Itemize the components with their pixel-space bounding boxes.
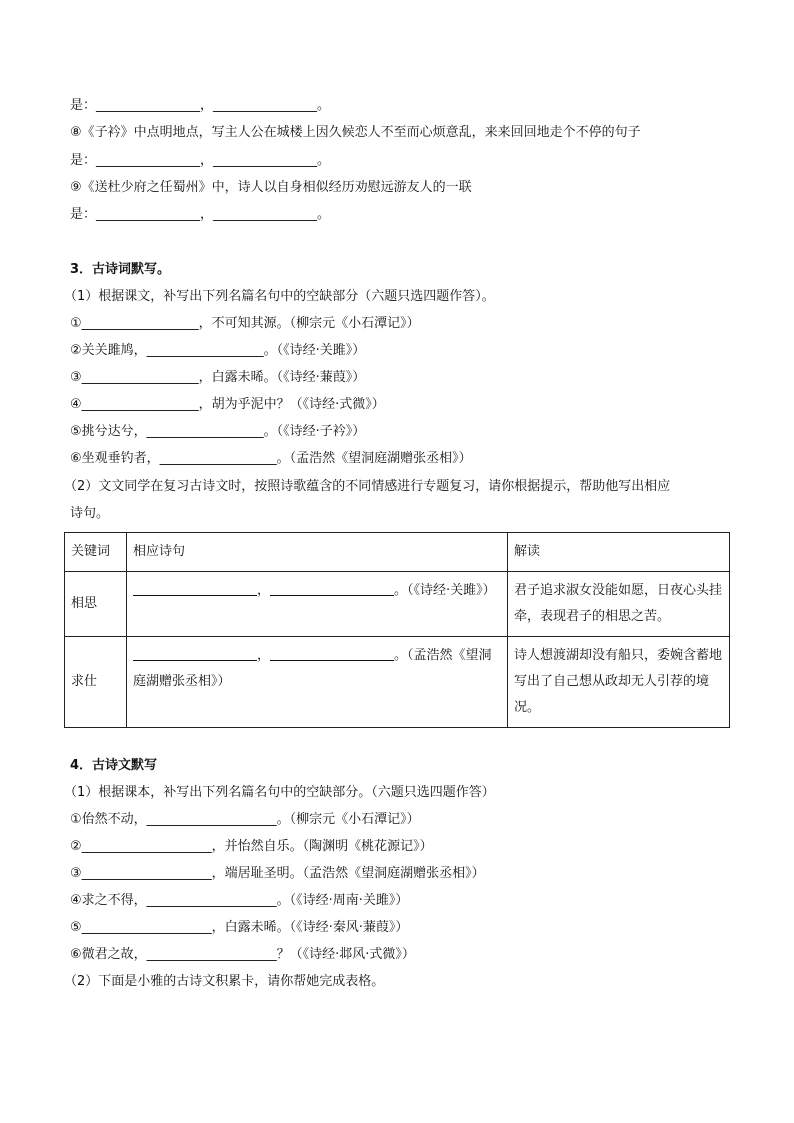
q3-item-1: ①__________________，不可知其源。（柳宗元《小石潭记》） [70,316,420,331]
question-8-prompt: ⑧《子衿》中点明地点，写主人公在城楼上因久候恋人不至而心烦意乱，来来回回地走个不停的句子 [70,125,641,140]
q3-part1: （1）根据课文，补写出下列名篇名句中的空缺部分（六题只选四题作答）。 [64,289,495,304]
row-verse [127,637,508,728]
q4-title: 4．古诗文默写 [70,758,158,773]
q4-item-2: ②____________________，并怡然自乐。（陶渊明《桃花源记》） [70,839,433,854]
q4-item-5: ⑤____________________，白露未晞。（《诗经·秦风·蒹葭》） [70,920,409,935]
row-reading: 诗人想渡湖却没有船只，委婉含蓄地写出了自己想从政却无人引荐的境况。 [508,637,730,728]
q3-item-2: ②关关雎鸠，__________________。（《诗经·关雎》） [70,343,366,358]
q4-part2: （2）下面是小雅的古诗文积累卡，请你帮她完成表格。 [64,974,385,989]
q4-part1: （1）根据课本，补写出下列名篇名句中的空缺部分。（六题只选四题作答） [64,785,495,800]
verse-tail: 。（孟浩然《望洞庭湖赠张丞相》） [133,648,492,689]
q3-part2-line1: （2）文文同学在复习古诗文时，按照诗歌蕴含的不同情感进行专题复习，请你根据提示，帮助他写出相应 [64,479,671,494]
header-keyword: 关键词 [65,533,127,572]
q4-item-4: ④求之不得，____________________。（《诗经·周南·关雎》） [70,893,409,908]
table-row [65,572,730,637]
q3-table [64,532,730,728]
header-reading: 解读 [508,533,730,572]
row-keyword: 相思 [65,572,127,637]
q3-item-4: ④__________________，胡为乎泥中？（《诗经·式微》） [70,397,385,412]
fill-blank[interactable] [270,581,394,596]
fill-blank[interactable] [133,646,257,661]
table-header-row [65,533,730,572]
q4-item-3: ③____________________，端居耻圣明。（孟浩然《望洞庭湖赠张丞相》） [70,866,485,881]
answer-line-8: 是：________________，________________。 [70,153,331,168]
q3-item-3: ③__________________，白露未晞。（《诗经·蒹葭》） [70,370,366,385]
comma: ， [257,648,271,663]
row-reading: 君子追求淑女没能如愿，日夜心头挂牵，表现君子的相思之苦。 [508,572,730,637]
question-9-prompt: ⑨《送杜少府之任蜀州》中，诗人以自身相似经历劝慰远游友人的一联 [70,180,472,195]
comma: ， [257,583,271,598]
fill-blank[interactable] [133,581,257,596]
row-keyword: 求仕 [65,637,127,728]
q4-item-6: ⑥微君之故，____________________？（《诗经·邶风·式微》） [70,947,415,962]
answer-line-7: 是：________________，________________。 [70,98,331,113]
q3-item-5: ⑤挑兮达兮，__________________。（《诗经·子衿》） [70,424,366,439]
q3-title: 3．古诗词默写。 [70,262,171,277]
q3-item-6: ⑥坐观垂钓者，__________________。（孟浩然《望洞庭湖赠张丞相》） [70,451,472,466]
verse-tail: 。（《诗经·关雎》） [394,583,496,598]
row-verse [127,572,508,637]
header-verse: 相应诗句 [127,533,508,572]
q4-item-1: ①佁然不动，____________________。（柳宗元《小石潭记》） [70,812,420,827]
answer-line-9: 是：________________，________________。 [70,207,331,222]
table-row [65,637,730,728]
q3-part2-line2: 诗句。 [70,506,110,521]
fill-blank[interactable] [270,646,394,661]
